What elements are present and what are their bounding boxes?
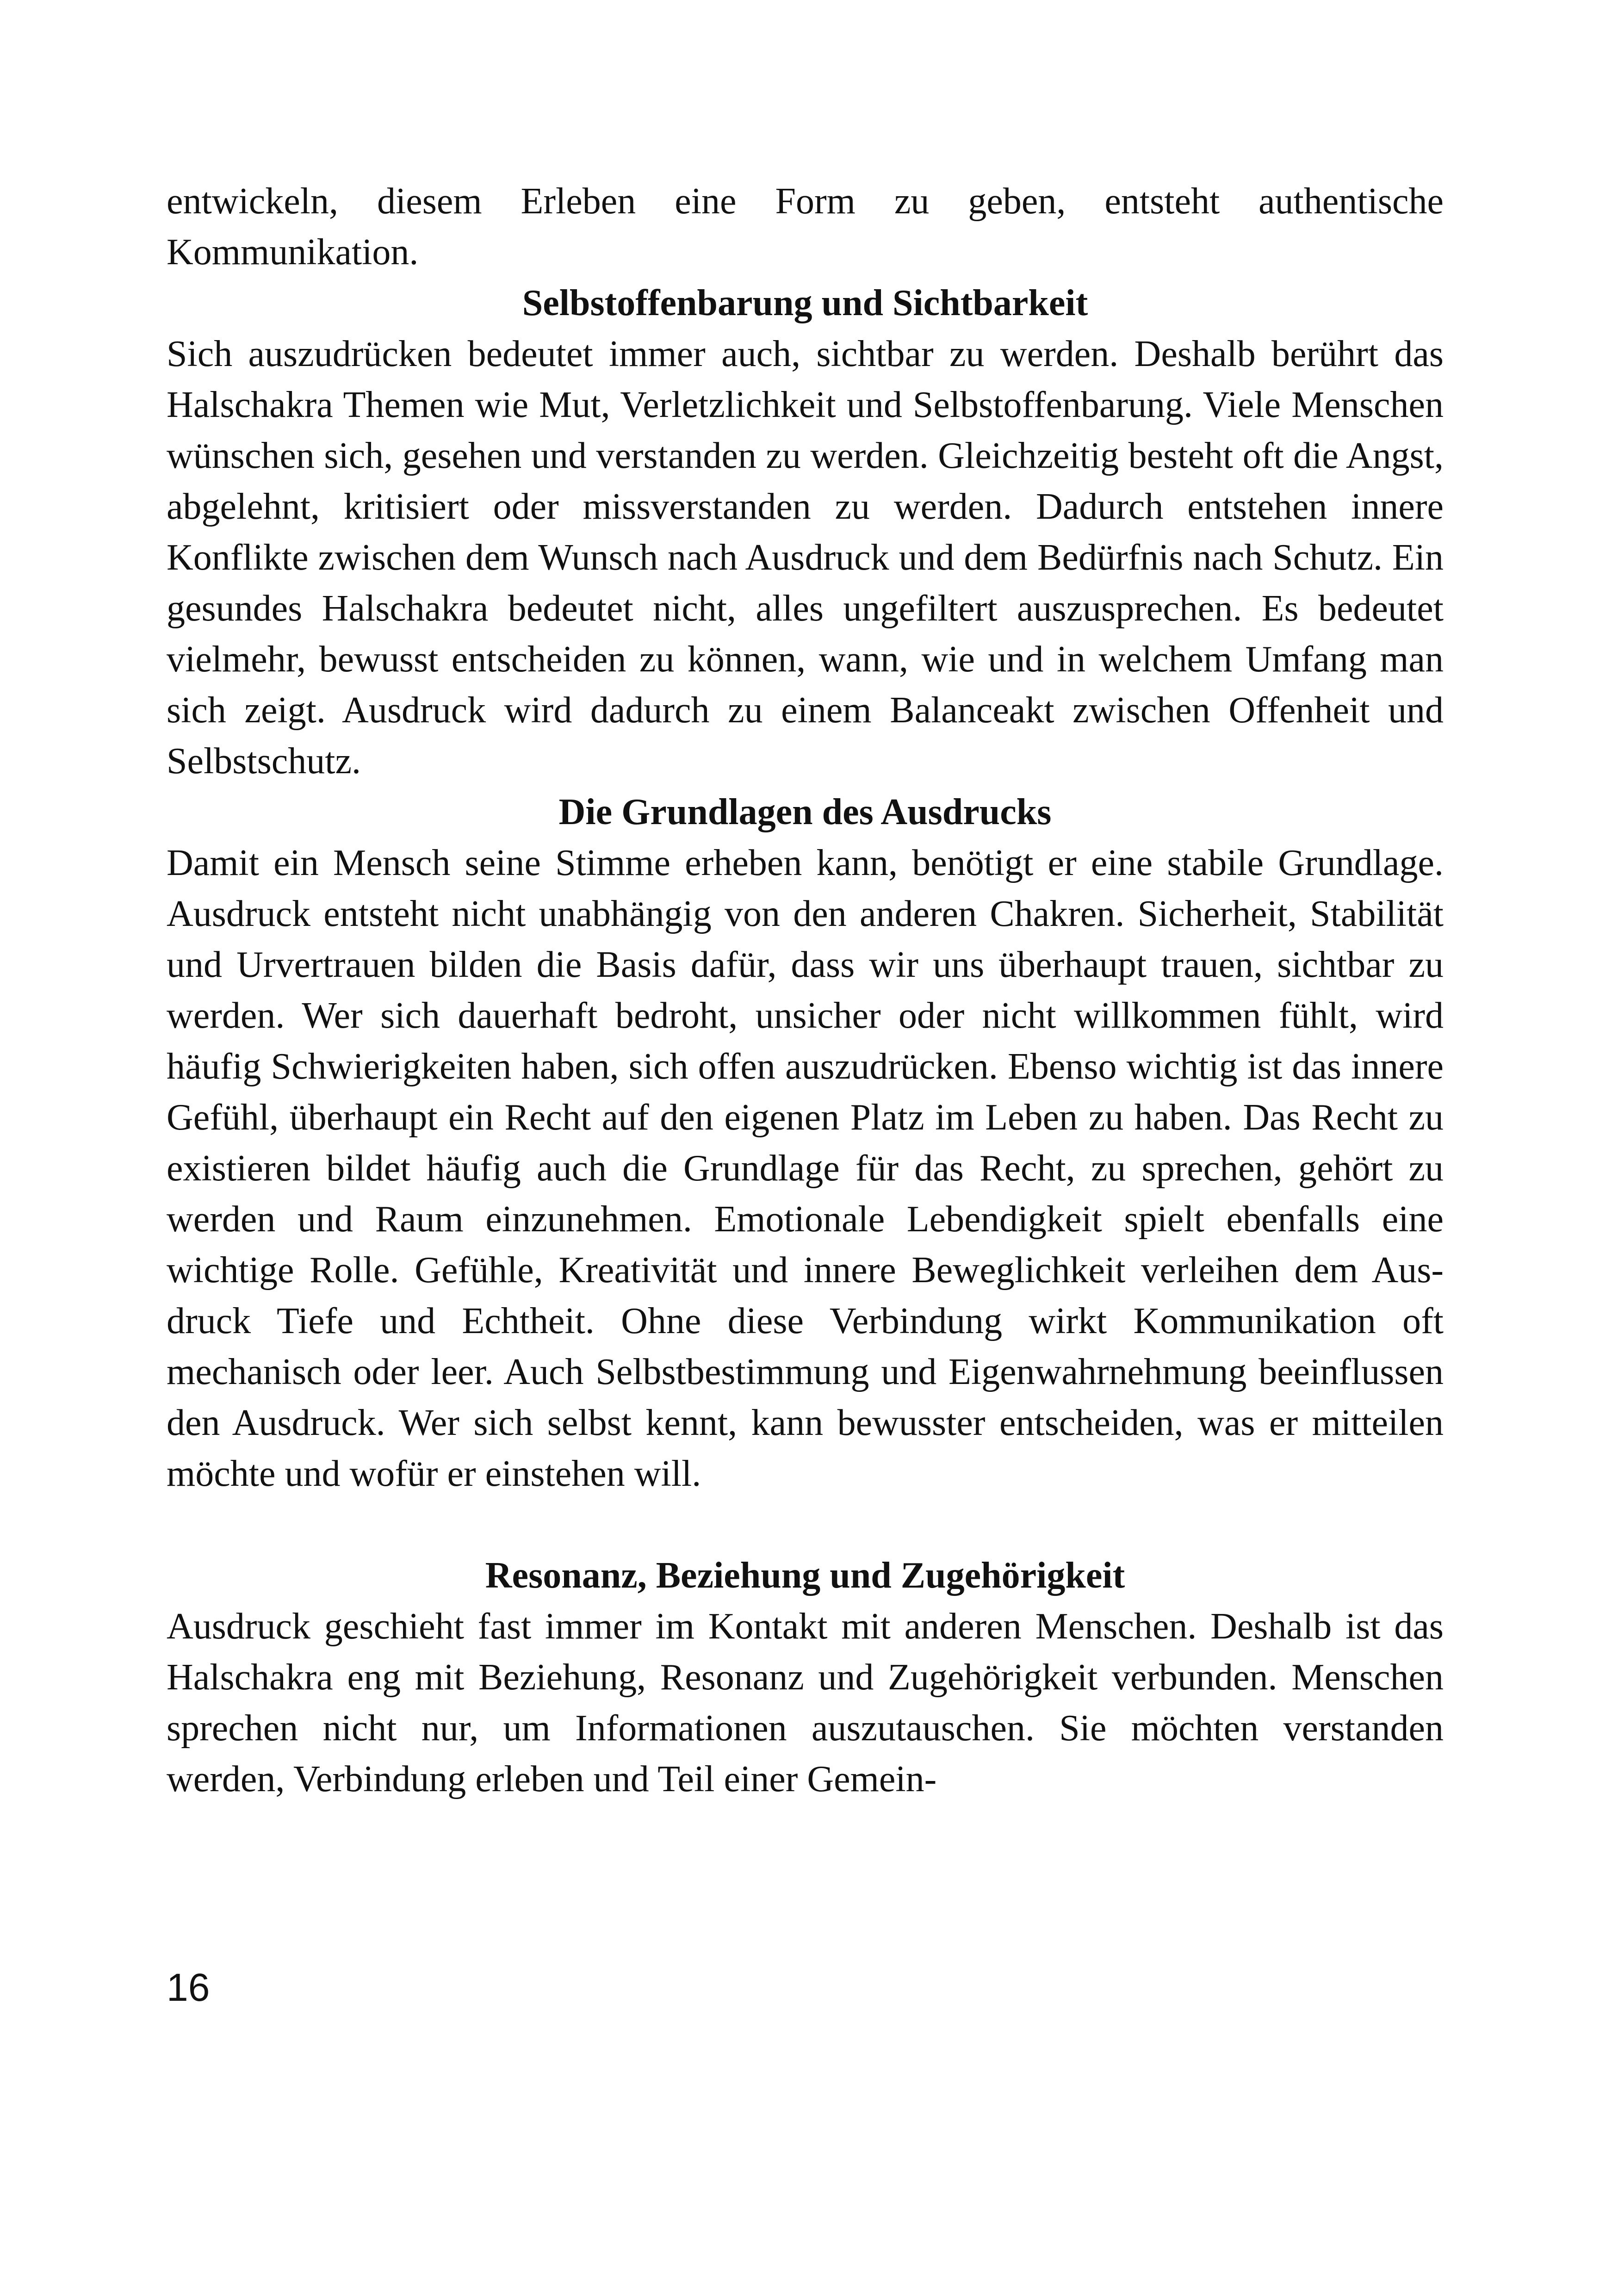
heading-grundlagen: Die Grundlagen des Ausdrucks	[558, 792, 1052, 832]
heading-resonanz: Resonanz, Beziehung und Zugehörigkeit	[485, 1555, 1125, 1596]
paragraph-resonanz: Ausdruck geschieht fast immer im Kontakt mit anderen Menschen. Deshalb ist das Halschakra eng mit Beziehung, Resonanz und Zugehörigkeit verbunden. Menschen sprechen nicht nur, um Informationen auszutauschen. Sie möchten verstanden werden, Verbindung erleben und Teil einer Gemein-	[167, 1606, 1444, 1800]
page-number: 16	[167, 1966, 210, 2009]
page-body	[167, 176, 1444, 1805]
paragraph-selbstoffenbarung: Sich auszudrücken bedeutet immer auch, sichtbar zu werden. Deshalb berührt das Halschakra Themen wie Mut, Verletzlichkeit und Selbstoffenbarung. Viele Menschen wünschen sich, gesehen und verstanden zu werden. Gleichzeitig besteht oft die Angst, abgelehnt, kritisiert oder missverstanden zu werden. Dadurch entstehen innere Konflikte zwischen dem Wunsch nach Ausdruck und dem Bedürfnis nach Schutz. Ein gesundes Halschakra bedeutet nicht, alles ungefiltert auszusprechen. Es bedeutet vielmehr, bewusst entscheiden zu können, wann, wie und in welchem Umfang man sich zeigt. Ausdruck wird dadurch zu einem Balanceakt zwischen Offenheit und Selbstschutz.	[167, 334, 1444, 782]
heading-selbstoffenbarung: Selbstoffenbarung und Sichtbarkeit	[522, 283, 1088, 323]
paragraph-grundlagen: Damit ein Mensch seine Stimme erheben kann, benötigt er eine stabile Grundlage. Ausdruck entsteht nicht unabhängig von den anderen Chakren. Sicherheit, Stabilität und Urvertrauen bilden die Basis dafür, dass wir uns überhaupt trauen, sichtbar zu werden. Wer sich dauerhaft bedroht, unsicher oder nicht willkommen fühlt, wird häufig Schwierigkeiten haben, sich offen auszudrücken. Ebenso wichtig ist das innere Gefühl, überhaupt ein Recht auf den eigenen Platz im Leben zu haben. Das Recht zu existieren bildet häufig auch die Grundlage für das Recht, zu sprechen, gehört zu werden und Raum einzunehmen. Emotionale Lebendigkeit spielt ebenfalls eine wichtige Rolle. Gefühle, Kreativität und innere Beweglichkeit verleihen dem Ausdruck Tiefe und Echtheit. Ohne diese Verbindung wirkt Kommunikation oft mechanisch oder leer. Auch Selbstbestimmung und Eigenwahrnehmung beeinflussen den Ausdruck. Wer sich selbst kennt, kann bewusster entscheiden, was er mitteilen möchte und wofür er einstehen will.	[167, 843, 1444, 1494]
section-spacer	[167, 1499, 1444, 1550]
paragraph-intro-continuation: entwickeln, diesem Erleben eine Form zu geben, entsteht authentische Kommunikation.	[167, 181, 1444, 273]
